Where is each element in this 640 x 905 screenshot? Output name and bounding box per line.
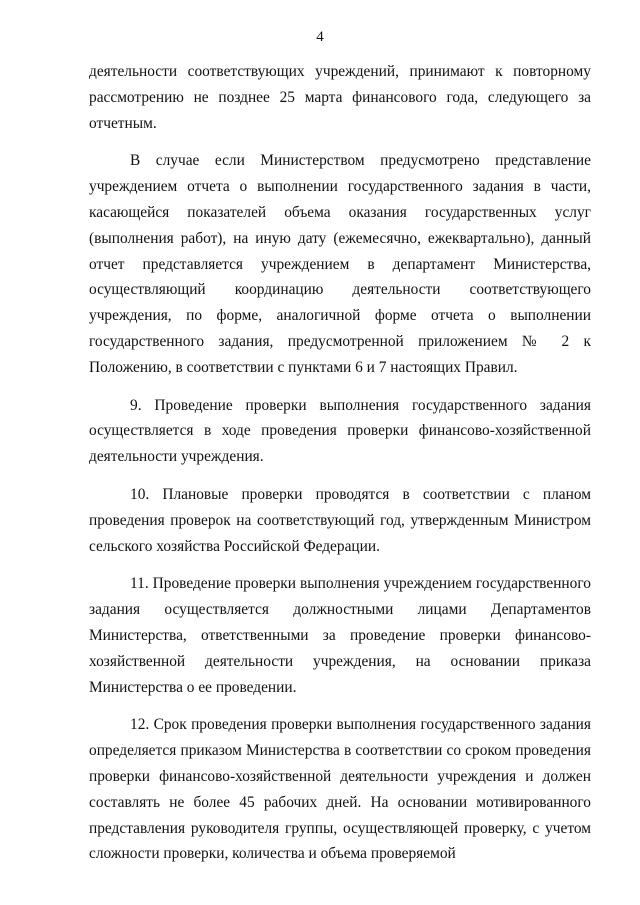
paragraph-continuation: деятельности соответствующих учреждений, принимают к повторному рассмотрению не позднее 25 марта финансового года, следующего за отчетным. <box>89 63 591 132</box>
document-body <box>89 59 591 879</box>
paragraph-item-11: 11. Проведение проверки выполнения учреждением государственного задания осуществляется должностными лицами Департаментов Министерства, ответственными за проведение проверки финансово-хозяйственной деятельности учреждения, на основании приказа Министерства о ее проведении. <box>89 575 591 696</box>
paragraph-report-submission: В случае если Министерством предусмотрено представление учреждением отчета о выполнении государственного задания в части, касающейся показателей объема оказания государственных услуг (выполнения работ), на иную дату (ежемесячно, ежеквартально), данный отчет представляется учреждением в департамент Министерства, осуществляющий координацию деятельности соответствующего учреждения, по форме, аналогичной форме отчета о выполнении государственного задания, предусмотренной приложением № 2 к Положению, в соответствии с пунктами 6 и 7 настоящих Правил. <box>89 152 591 376</box>
page-number: 4 <box>316 29 324 45</box>
paragraph-item-12: 12. Срок проведения проверки выполнения государственного задания определяется приказом Министерства в соответствии со сроком проведения проверки финансово-хозяйственной деятельности учреждения и должен составлять не более 45 рабочих дней. На основании мотивированного представления руководителя группы, осуществляющей проверку, с учетом сложности проверки, количества и объема проверяемой <box>89 716 591 863</box>
paragraph-item-9: 9. Проведение проверки выполнения государственного задания осуществляется в ходе проведения проверки финансово-хозяйственной деятельности учреждения. <box>89 396 591 466</box>
paragraph-item-10: 10. Плановые проверки проводятся в соответствии с планом проведения проверок на соответствующий год, утвержденным Министром сельского хозяйства Российской Федерации. <box>89 485 591 555</box>
